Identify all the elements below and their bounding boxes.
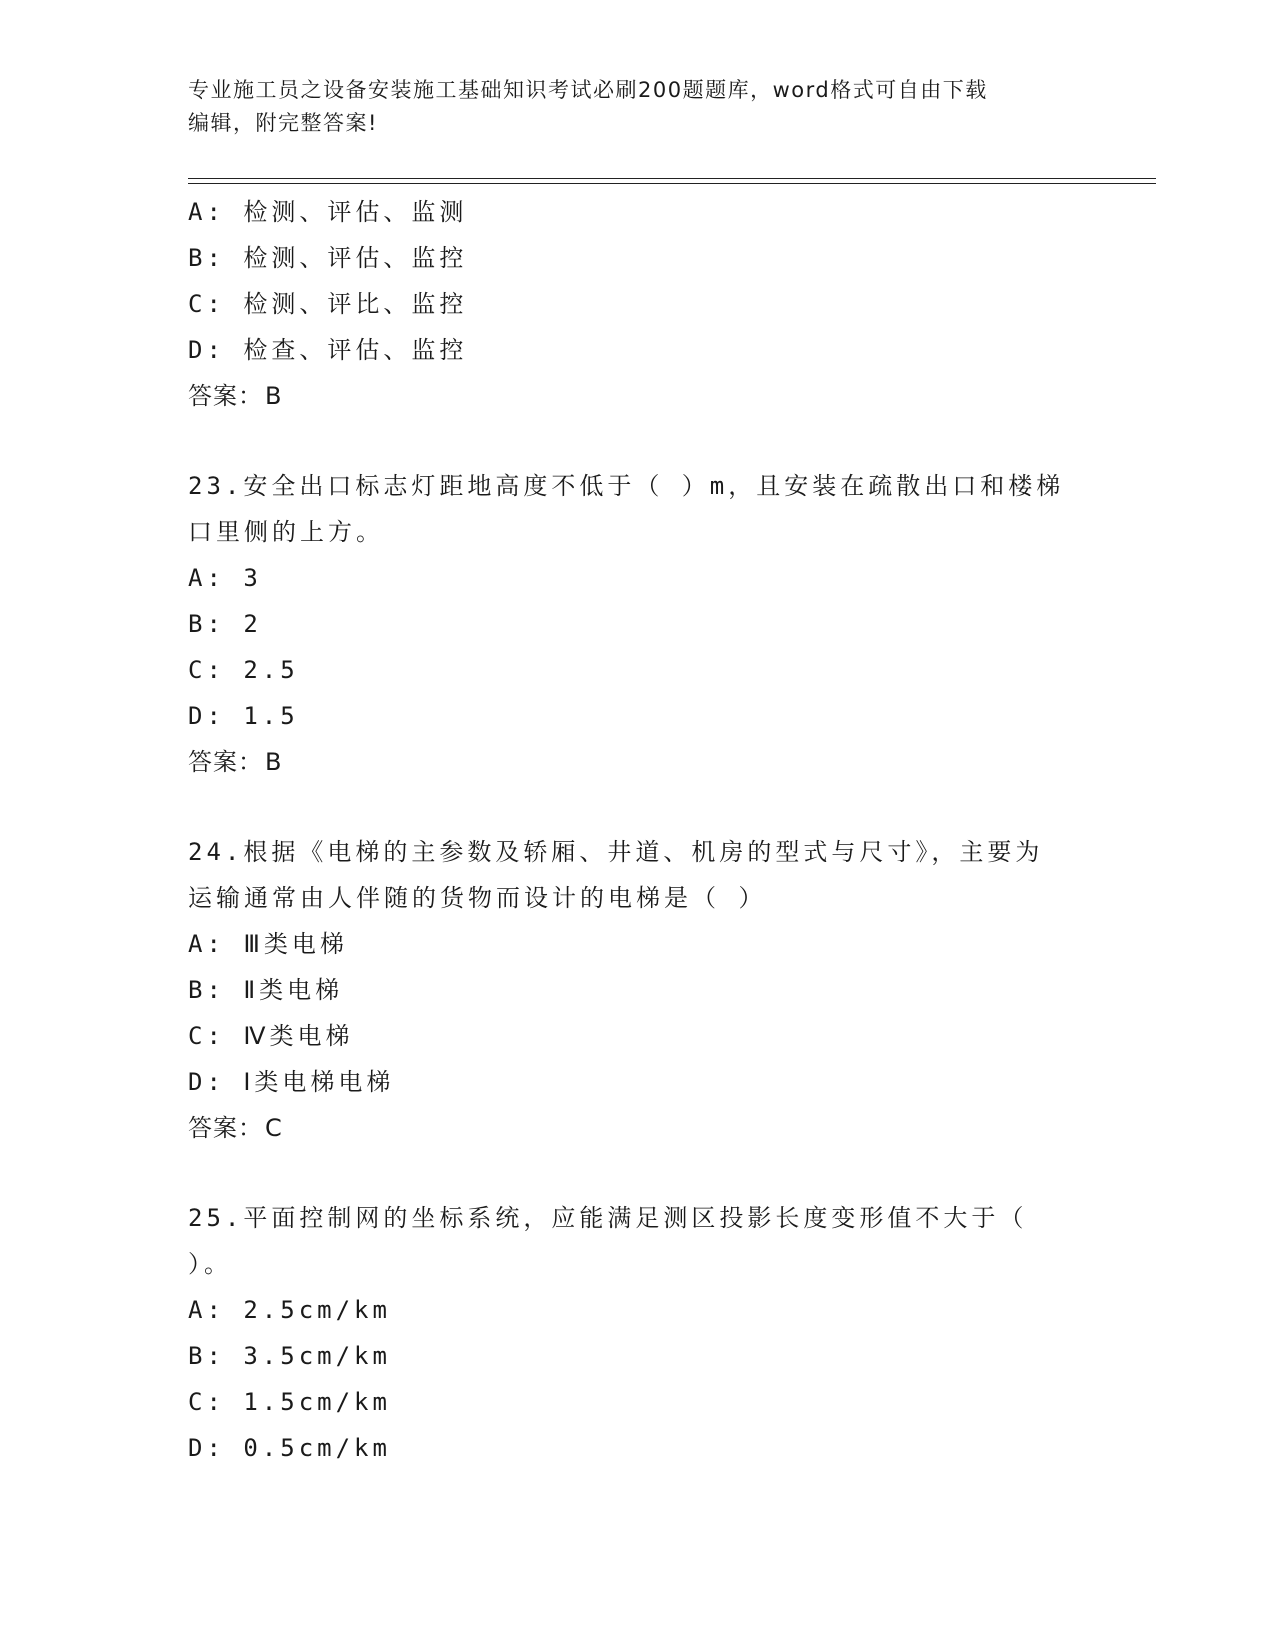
answer-line <box>188 739 1088 785</box>
header-line-1: 专业施工员之设备安装施工基础知识考试必刷200题题库，word格式可自由下载 <box>188 78 988 102</box>
option-d: D: Ⅰ类电梯电梯 <box>188 1068 395 1096</box>
question-24 <box>188 829 1088 1151</box>
option-d: D: 1.5 <box>188 702 299 730</box>
question-text-line-2: ）。 <box>188 1250 232 1278</box>
answer-value: B <box>265 382 283 410</box>
answer-line <box>188 1105 1088 1151</box>
option-d: D: 0.5cm/km <box>188 1434 391 1462</box>
header-divider-top <box>188 178 1156 179</box>
question-text-line-1: 23.安全出口标志灯距地高度不低于（ ）m，且安装在疏散出口和楼梯 <box>188 472 1065 500</box>
question-text-line-1: 25.平面控制网的坐标系统，应能满足测区投影长度变形值不大于（ <box>188 1204 1028 1232</box>
option-c: C: Ⅳ类电梯 <box>188 1022 354 1050</box>
answer-label: 答案： <box>188 748 263 776</box>
question-text-line-2: 运输通常由人伴随的货物而设计的电梯是（ ） <box>188 884 767 912</box>
option-b: B: 3.5cm/km <box>188 1342 391 1370</box>
option-a: A: Ⅲ类电梯 <box>188 930 348 958</box>
option-a: A: 检测、评估、监测 <box>188 198 468 226</box>
question-25 <box>188 1195 1088 1471</box>
document-header <box>188 74 1088 140</box>
option-d: D: 检查、评估、监控 <box>188 336 468 364</box>
question-text-line-1: 24.根据《电梯的主参数及轿厢、井道、机房的型式与尺寸》，主要为 <box>188 838 1044 866</box>
option-a: A: 2.5cm/km <box>188 1296 391 1324</box>
question-22-continued <box>188 189 1088 419</box>
answer-label: 答案： <box>188 1114 263 1142</box>
option-c: C: 2.5 <box>188 656 299 684</box>
answer-value: C <box>265 1114 283 1142</box>
option-c: C: 检测、评比、监控 <box>188 290 468 318</box>
document-body <box>188 189 1088 1471</box>
option-b: B: Ⅱ类电梯 <box>188 976 344 1004</box>
header-line-2: 编辑，附完整答案! <box>188 111 378 135</box>
answer-line <box>188 373 1088 419</box>
question-23 <box>188 463 1088 785</box>
header-divider-bottom <box>188 183 1156 184</box>
answer-value: B <box>265 748 283 776</box>
question-text-line-2: 口里侧的上方。 <box>188 518 384 546</box>
option-b: B: 检测、评估、监控 <box>188 244 468 272</box>
option-c: C: 1.5cm/km <box>188 1388 391 1416</box>
option-b: B: 2 <box>188 610 262 638</box>
answer-label: 答案： <box>188 382 263 410</box>
option-a: A: 3 <box>188 564 262 592</box>
